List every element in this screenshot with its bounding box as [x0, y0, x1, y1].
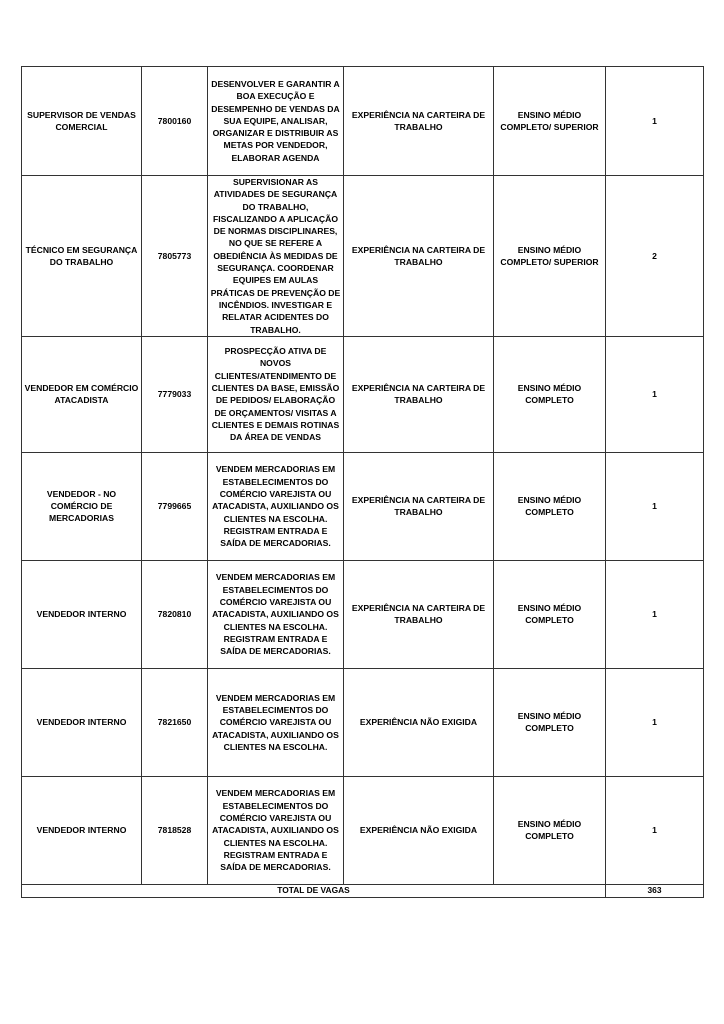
table-row — [22, 452, 704, 560]
job-description-cell: VENDEM MERCADORIAS EM ESTABELECIMENTOS DO COMÉRCIO VAREJISTA OU ATACADISTA, AUXILIANDO OS CLIENTES NA ESCOLHA. REGISTRAM ENTRADA E SAÍDA DE MERCADORIAS. — [208, 776, 344, 884]
table-row — [22, 776, 704, 884]
job-title-cell: VENDEDOR INTERNO — [22, 668, 142, 776]
experience-cell: EXPERIÊNCIA NA CARTEIRA DE TRABALHO — [344, 452, 494, 560]
job-description-cell: SUPERVISIONAR AS ATIVIDADES DE SEGURANÇA DO TRABALHO, FISCALIZANDO A APLICAÇÃO DE NORMAS DISCIPLINARES, NO QUE SE REFERE A OBEDIÊNCIA ÀS MEDIDAS DE SEGURANÇA. COORDENAR EQUIPES EM AULAS PRÁTICAS DE PREVENÇÃO DE INCÊNDIOS. INVESTIGAR E RELATAR ACIDENTES DO TRABALHO. — [208, 176, 344, 337]
job-code-cell: 7799665 — [142, 452, 208, 560]
job-title-cell: TÉCNICO EM SEGURANÇA DO TRABALHO — [22, 176, 142, 337]
job-title-cell: VENDEDOR INTERNO — [22, 560, 142, 668]
total-label: TOTAL DE VAGAS — [22, 884, 606, 897]
vacancies-cell: 1 — [606, 560, 704, 668]
experience-cell: EXPERIÊNCIA NA CARTEIRA DE TRABALHO — [344, 336, 494, 452]
experience-cell: EXPERIÊNCIA NA CARTEIRA DE TRABALHO — [344, 560, 494, 668]
job-description-cell: VENDEM MERCADORIAS EM ESTABELECIMENTOS DO COMÉRCIO VAREJISTA OU ATACADISTA, AUXILIANDO OS CLIENTES NA ESCOLHA. REGISTRAM ENTRADA E SAÍDA DE MERCADORIAS. — [208, 452, 344, 560]
job-description-cell: VENDEM MERCADORIAS EM ESTABELECIMENTOS DO COMÉRCIO VAREJISTA OU ATACADISTA, AUXILIANDO OS CLIENTES NA ESCOLHA. REGISTRAM ENTRADA E SAÍDA DE MERCADORIAS. — [208, 560, 344, 668]
job-openings-table — [21, 66, 704, 898]
education-cell: ENSINO MÉDIO COMPLETO/ SUPERIOR — [494, 176, 606, 337]
education-cell: ENSINO MÉDIO COMPLETO — [494, 668, 606, 776]
table-row — [22, 176, 704, 337]
table-row — [22, 560, 704, 668]
job-description-cell: PROSPECÇÃO ATIVA DE NOVOS CLIENTES/ATENDIMENTO DE CLIENTES DA BASE, EMISSÃO DE PEDIDOS/ ELABORAÇÃO DE ORÇAMENTOS/ VISITAS A CLIENTES E DEMAIS ROTINAS DA ÁREA DE VENDAS — [208, 336, 344, 452]
table-row — [22, 668, 704, 776]
job-title-cell: VENDEDOR INTERNO — [22, 776, 142, 884]
vacancies-cell: 1 — [606, 336, 704, 452]
job-code-cell: 7821650 — [142, 668, 208, 776]
job-title-cell: SUPERVISOR DE VENDAS COMERCIAL — [22, 67, 142, 176]
vacancies-cell: 1 — [606, 67, 704, 176]
education-cell: ENSINO MÉDIO COMPLETO/ SUPERIOR — [494, 67, 606, 176]
table-row — [22, 336, 704, 452]
vacancies-cell: 1 — [606, 668, 704, 776]
job-code-cell: 7818528 — [142, 776, 208, 884]
job-title-cell: VENDEDOR - NO COMÉRCIO DE MERCADORIAS — [22, 452, 142, 560]
education-cell: ENSINO MÉDIO COMPLETO — [494, 452, 606, 560]
education-cell: ENSINO MÉDIO COMPLETO — [494, 336, 606, 452]
job-title-cell: VENDEDOR EM COMÉRCIO ATACADISTA — [22, 336, 142, 452]
experience-cell: EXPERIÊNCIA NÃO EXIGIDA — [344, 668, 494, 776]
vacancies-cell: 1 — [606, 452, 704, 560]
total-value: 363 — [606, 884, 704, 897]
education-cell: ENSINO MÉDIO COMPLETO — [494, 560, 606, 668]
vacancies-cell: 2 — [606, 176, 704, 337]
job-code-cell: 7805773 — [142, 176, 208, 337]
job-description-cell: VENDEM MERCADORIAS EM ESTABELECIMENTOS DO COMÉRCIO VAREJISTA OU ATACADISTA, AUXILIANDO OS CLIENTES NA ESCOLHA. — [208, 668, 344, 776]
experience-cell: EXPERIÊNCIA NA CARTEIRA DE TRABALHO — [344, 176, 494, 337]
vacancies-cell: 1 — [606, 776, 704, 884]
job-code-cell: 7779033 — [142, 336, 208, 452]
total-row — [22, 884, 704, 897]
experience-cell: EXPERIÊNCIA NA CARTEIRA DE TRABALHO — [344, 67, 494, 176]
experience-cell: EXPERIÊNCIA NÃO EXIGIDA — [344, 776, 494, 884]
job-code-cell: 7820810 — [142, 560, 208, 668]
table-row — [22, 67, 704, 176]
education-cell: ENSINO MÉDIO COMPLETO — [494, 776, 606, 884]
job-code-cell: 7800160 — [142, 67, 208, 176]
job-description-cell: DESENVOLVER E GARANTIR A BOA EXECUÇÃO E DESEMPENHO DE VENDAS DA SUA EQUIPE, ANALISAR, ORGANIZAR E DISTRIBUIR AS METAS POR VENDEDOR, ELABORAR AGENDA — [208, 67, 344, 176]
